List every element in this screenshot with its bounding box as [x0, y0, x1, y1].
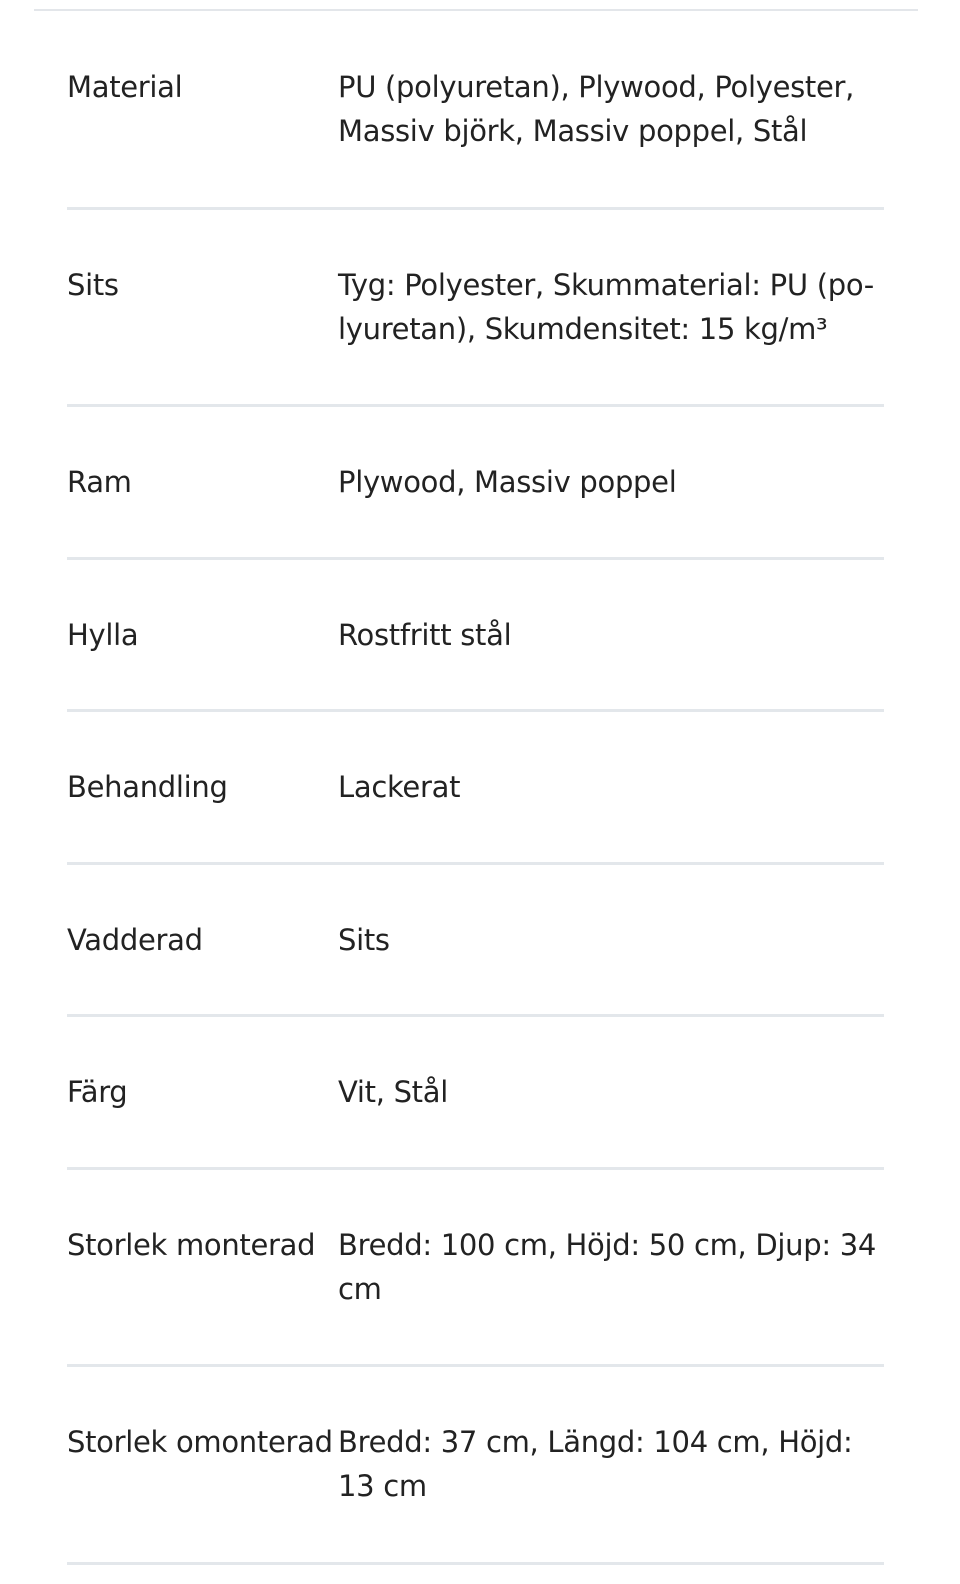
- spec-value: Rostfritt stål: [338, 618, 512, 652]
- spec-value: Sits: [338, 923, 390, 957]
- spec-value: Vit, Stål: [338, 1075, 448, 1109]
- spec-label: Behandling: [67, 770, 228, 804]
- spec-value: Lackerat: [338, 770, 461, 804]
- spec-row-vadderad: [67, 865, 884, 1017]
- spec-row-hylla: [67, 560, 884, 712]
- product-spec-table: [67, 12, 884, 1565]
- spec-label: Hylla: [67, 618, 139, 652]
- spec-value: Bredd: 100 cm, Höjd: 50 cm, Djup: 34 cm: [338, 1228, 877, 1306]
- spec-label: Ram: [67, 465, 132, 499]
- spec-row-material: [67, 12, 884, 210]
- spec-label: Färg: [67, 1075, 128, 1109]
- spec-label: Storlek omonterad: [67, 1425, 333, 1459]
- spec-row-ram: [67, 407, 884, 560]
- spec-label: Material: [67, 70, 183, 104]
- top-divider: [34, 9, 918, 11]
- spec-row-sits: [67, 210, 884, 407]
- spec-value: PU (polyuretan), Plywood, Polyester, Massiv björk, Massiv poppel, Stål: [338, 70, 855, 148]
- spec-value: Tyg: Polyester, Skummaterial: PU (po-lyuretan), Skumdensitet: 15 kg/m³: [338, 268, 874, 346]
- spec-label: Vadderad: [67, 923, 203, 957]
- spec-row-behandling: [67, 712, 884, 865]
- spec-row-storlek-omonterad: [67, 1367, 884, 1565]
- spec-row-storlek-monterad: [67, 1170, 884, 1367]
- spec-row-farg: [67, 1017, 884, 1170]
- spec-value: Plywood, Massiv poppel: [338, 465, 677, 499]
- spec-value: Bredd: 37 cm, Längd: 104 cm, Höjd: 13 cm: [338, 1425, 853, 1503]
- spec-label: Storlek monterad: [67, 1228, 316, 1262]
- spec-label: Sits: [67, 268, 119, 302]
